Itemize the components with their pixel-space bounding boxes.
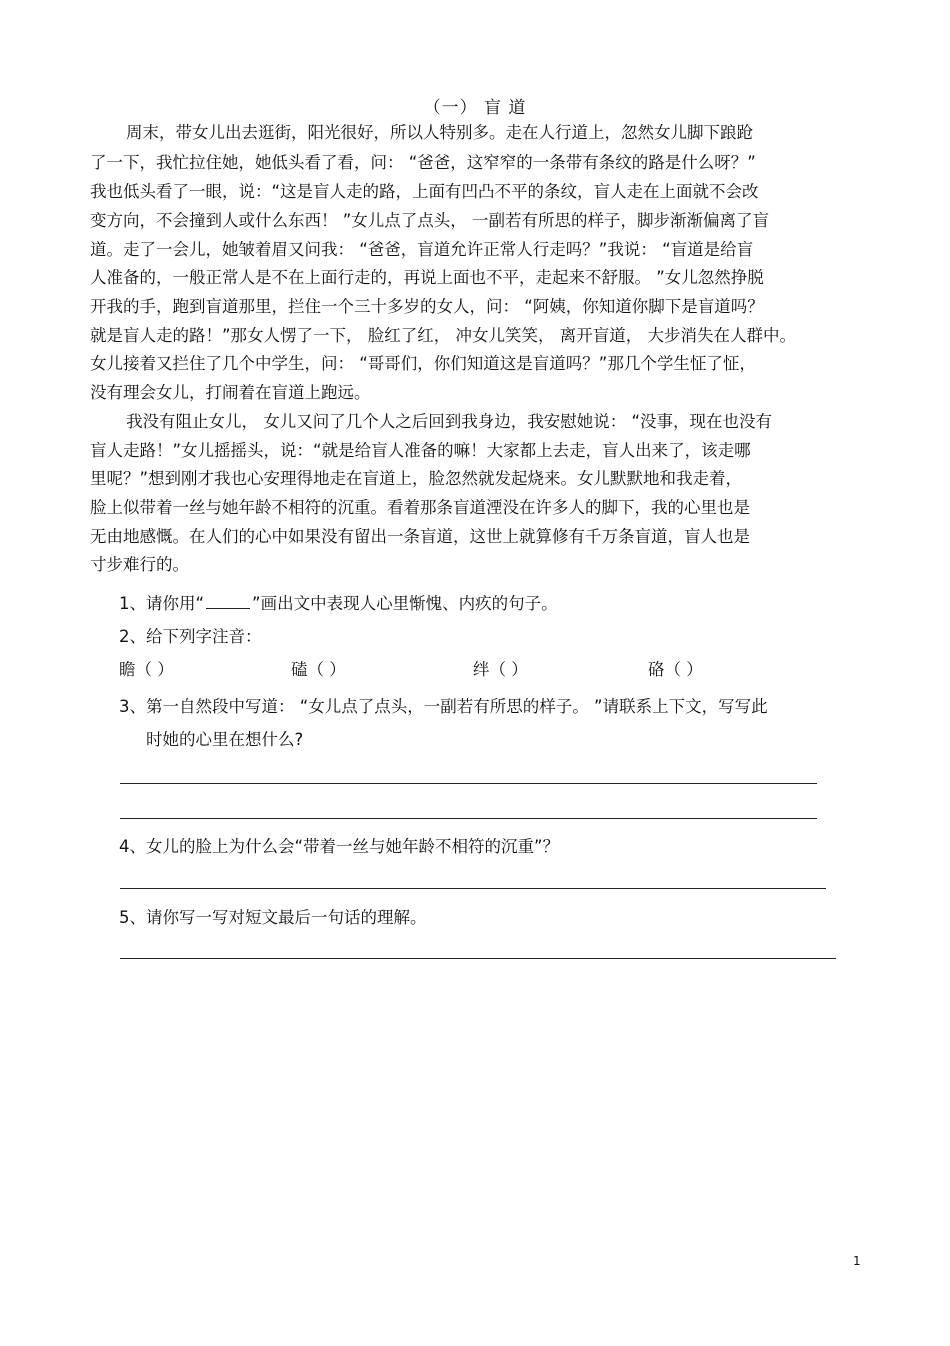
question-3: 3、第一自然段中写道： “女儿点了点头，一副若有所思的样子。 ”请联系上下文，写写此 xyxy=(119,697,768,716)
paragraph-line: 女儿接着又拦住了几个中学生，问： “哥哥们，你们知道这是盲道吗？”那几个学生怔了怔， xyxy=(90,354,756,373)
paragraph-line: 无由地感慨。在人们的心中如果没有留出一条盲道，这世上就算修有千万条盲道，盲人也是 xyxy=(90,527,750,546)
answer-line[interactable] xyxy=(120,888,826,889)
paragraph-line: 变方向，不会撞到人或什么东西！ ”女儿点了点头， 一副若有所思的样子，脚步渐渐偏离了盲 xyxy=(90,211,770,230)
answer-line[interactable] xyxy=(120,783,817,784)
question-4: 4、女儿的脸上为什么会“带着一丝与她年龄不相符的沉重”？ xyxy=(119,837,560,856)
pinyin-item-zhan: 瞻（ ） xyxy=(119,660,174,679)
paragraph-line: 没有理会女儿，打闹着在盲道上跑远。 xyxy=(90,383,371,402)
page-number: 1 xyxy=(853,1254,861,1268)
pinyin-item-ge: 硌（ ） xyxy=(648,660,703,679)
question-3-continued: 时她的心里在想什么? xyxy=(146,730,304,749)
paragraph-line: 我也低头看了一眼，说：“这是盲人走的路，上面有凹凸不平的条纹，盲人走在上面就不会改 xyxy=(90,182,759,201)
question-1 xyxy=(119,592,558,616)
paragraph-line: 开我的手，跑到盲道那里，拦住一个三十多岁的女人，问： “阿姨，你知道你脚下是盲道吗？ xyxy=(90,297,764,316)
paragraph-line: 人准备的，一般正常人是不在上面行走的，再说上面也不平，走起来不舒服。 ”女儿忽然挣脱 xyxy=(90,268,764,287)
paragraph-line: 了一下，我忙拉住她，她低头看了看，问： “爸爸，这窄窄的一条带有条纹的路是什么呀？” xyxy=(90,153,756,172)
paragraph-line: 周末，带女儿出去逛街，阳光很好，所以人特别多。走在人行道上，忽然女儿脚下踉跄 xyxy=(126,123,753,142)
pinyin-item-ke: 磕（ ） xyxy=(291,660,346,679)
answer-line[interactable] xyxy=(120,818,817,819)
paragraph-line: 脸上似带着一丝与她年龄不相符的沉重。看着那条盲道湮没在许多人的脚下，我的心里也是 xyxy=(90,498,750,517)
question-1-text-start: 1、请你用“ xyxy=(119,594,205,613)
question-2: 2、给下列字注音： xyxy=(119,627,262,646)
page-title: （一） 盲 道 xyxy=(423,98,527,118)
answer-line[interactable] xyxy=(120,958,836,959)
paragraph-line: 就是盲人走的路！”那女人愣了一下， 脸红了红， 冲女儿笑笑， 离开盲道， 大步消失在人群中。 xyxy=(90,326,797,345)
pinyin-item-ban: 绊（ ） xyxy=(473,660,528,679)
question-1-text-end: ”画出文中表现人心里惭愧、内疚的句子。 xyxy=(252,594,558,613)
paragraph-line: 里呢？”想到刚才我也心安理得地走在盲道上，脸忽然就发起烧来。女儿默默地和我走着， xyxy=(90,469,743,488)
question-5: 5、请你写一写对短文最后一句话的理解。 xyxy=(119,908,427,927)
paragraph-line: 寸步难行的。 xyxy=(90,555,189,574)
paragraph-line: 盲人走路！”女儿摇摇头，说：“就是给盲人准备的嘛！大家都上去走，盲人出来了，该走哪 xyxy=(90,441,751,460)
underline-sample xyxy=(206,594,250,609)
paragraph-line: 道。走了一会儿，她皱着眉又问我： “爸爸，盲道允许正常人行走吗？”我说： “盲道是给盲 xyxy=(90,240,754,259)
paragraph-line: 我没有阻止女儿， 女儿又问了几个人之后回到我身边，我安慰她说： “没事，现在也没有 xyxy=(126,412,773,431)
